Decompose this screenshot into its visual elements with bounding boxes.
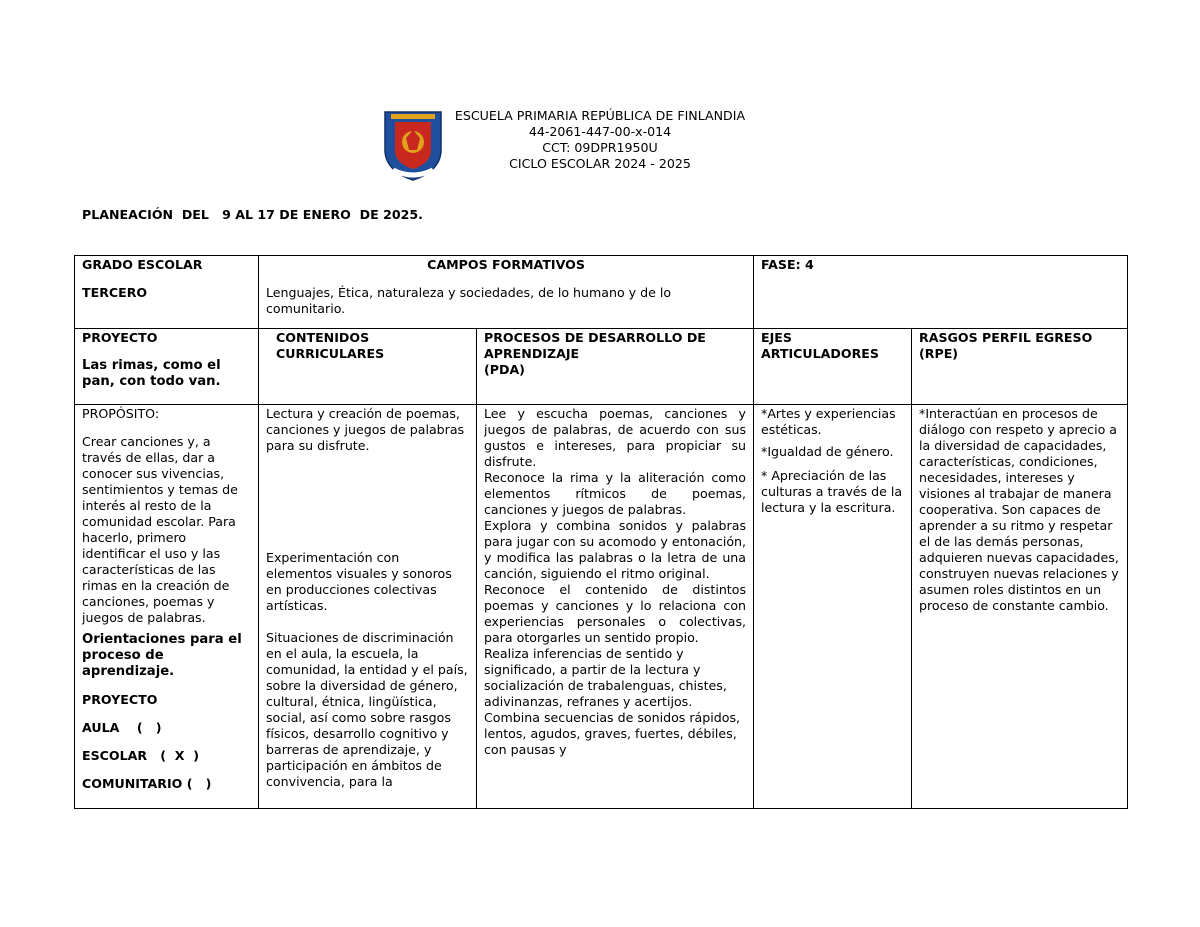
rasgos-cell <box>912 405 1128 809</box>
pda-item: Explora y combina sonidos y palabras para jugar con su acomodo y entonación, y modifica las palabras o la letra de una canción, siguiendo el ritmo original. <box>484 518 747 581</box>
contenidos-header-cell <box>259 329 477 405</box>
orientaciones-label: Orientaciones para el proceso de aprendizaje. <box>82 632 242 679</box>
rasgos-label: RASGOS PERFIL EGRESO <box>919 330 1093 345</box>
contenido-item: Lectura y creación de poemas, canciones y juegos de palabras para su disfrute. <box>266 406 465 453</box>
proposito-text: Crear canciones y, a través de ellas, dar a conocer sus vivencias, sentimientos y temas de interés al resto de la comunidad escolar. Para hacerlo, primero identificar el uso y las características de las rimas en la creación de canciones, poemas y juegos de palabras. <box>82 434 238 625</box>
rasgos-header-cell <box>912 329 1128 405</box>
contenido-item: Situaciones de discriminación en el aula, la escuela, la comunidad, la entidad y el país, sobre la diversidad de género, cultural, étnica, lingüística, social, así como sobre rasgos físicos, desarrollo cognitivo y barreras de aprendizaje, y participación en ámbitos de convivencia, para la <box>266 630 468 789</box>
pda-cell <box>477 405 754 809</box>
contenidos-cell <box>259 405 477 809</box>
school-cycle: CICLO ESCOLAR 2024 - 2025 <box>509 156 691 171</box>
aula-option: AULA ( ) <box>82 720 162 735</box>
table-row <box>75 405 1128 809</box>
pda-item: Realiza inferencias de sentido y significado, a partir de la lectura y socialización de trabalenguas, chistes, adivinanzas, refranes y acertijos. <box>484 646 727 709</box>
school-code: 44-2061-447-00-x-014 <box>528 124 672 139</box>
school-header <box>300 108 900 172</box>
pda-item: Reconoce la rima y la aliteración como elementos rítmicos de poemas, canciones y juegos de palabras. <box>484 470 747 517</box>
proyecto-type-label: PROYECTO <box>82 692 158 707</box>
school-cct: CCT: 09DPR1950U <box>542 140 658 155</box>
grado-label: GRADO ESCOLAR <box>82 257 203 272</box>
campos-value: Lenguajes, Ética, naturaleza y sociedades, de lo humano y de lo comunitario. <box>266 285 672 316</box>
pda-abbr: (PDA) <box>484 362 525 377</box>
proposito-label: PROPÓSITO: <box>82 406 160 421</box>
fase-cell <box>754 256 1128 329</box>
comunitario-option: COMUNITARIO ( ) <box>82 776 212 791</box>
campos-cell <box>259 256 754 329</box>
fase-label: FASE: 4 <box>761 257 814 272</box>
pda-item: Combina secuencias de sonidos rápidos, lentos, agudos, graves, fuertes, débiles, con pausas y <box>484 710 741 757</box>
contenidos-label: CONTENIDOS CURRICULARES <box>276 330 385 361</box>
pda-header-cell <box>477 329 754 405</box>
rasgos-text: *Interactúan en procesos de diálogo con respeto y aprecio a la diversidad de capacidades, características, condiciones, necesidades, intereses y visiones al trabajar de manera cooperativa. Son capaces de aprender a su ritmo y respetar el de las demás personas, adquieren nuevas capacidades, construyen nuevas relaciones y asumen roles distintos en un proceso de constante cambio. <box>919 406 1119 613</box>
eje-item: * Apreciación de las culturas a través de la lectura y la escritura. <box>761 468 903 515</box>
ejes-header-cell <box>754 329 912 405</box>
proposito-cell <box>75 405 259 809</box>
eje-item: *Artes y experiencias estéticas. <box>761 406 896 437</box>
pda-item: Reconoce el contenido de distintos poemas y canciones y lo relaciona con experiencias personales o colectivas, para otorgarles un sentido propio. <box>484 582 747 645</box>
contenido-item: Experimentación con elementos visuales y sonoros en producciones colectivas artísticas. <box>266 550 452 613</box>
school-name: ESCUELA PRIMARIA REPÚBLICA DE FINLANDIA <box>454 108 746 123</box>
ejes-label: EJES ARTICULADORES <box>761 330 879 361</box>
table-row <box>75 256 1128 329</box>
grado-value: TERCERO <box>82 285 148 300</box>
eje-item: *Igualdad de género. <box>761 444 894 459</box>
table-row <box>75 329 1128 405</box>
planning-table <box>74 255 1128 809</box>
pda-item: Lee y escucha poemas, canciones y juegos de palabras, de acuerdo con sus gustos e intereses, para propiciar su disfrute. <box>484 406 747 469</box>
rasgos-abbr: (RPE) <box>919 346 959 361</box>
grado-cell <box>75 256 259 329</box>
proyecto-label: PROYECTO <box>82 330 158 345</box>
escolar-option: ESCOLAR ( X ) <box>82 748 200 763</box>
pda-label: PROCESOS DE DESARROLLO DE APRENDIZAJE <box>484 330 706 361</box>
campos-label: CAMPOS FORMATIVOS <box>427 257 585 272</box>
ejes-cell <box>754 405 912 809</box>
proyecto-cell <box>75 329 259 405</box>
plan-title: PLANEACIÓN DEL 9 AL 17 DE ENERO DE 2025. <box>82 207 423 222</box>
proyecto-value: Las rimas, como el pan, con todo van. <box>82 358 221 389</box>
